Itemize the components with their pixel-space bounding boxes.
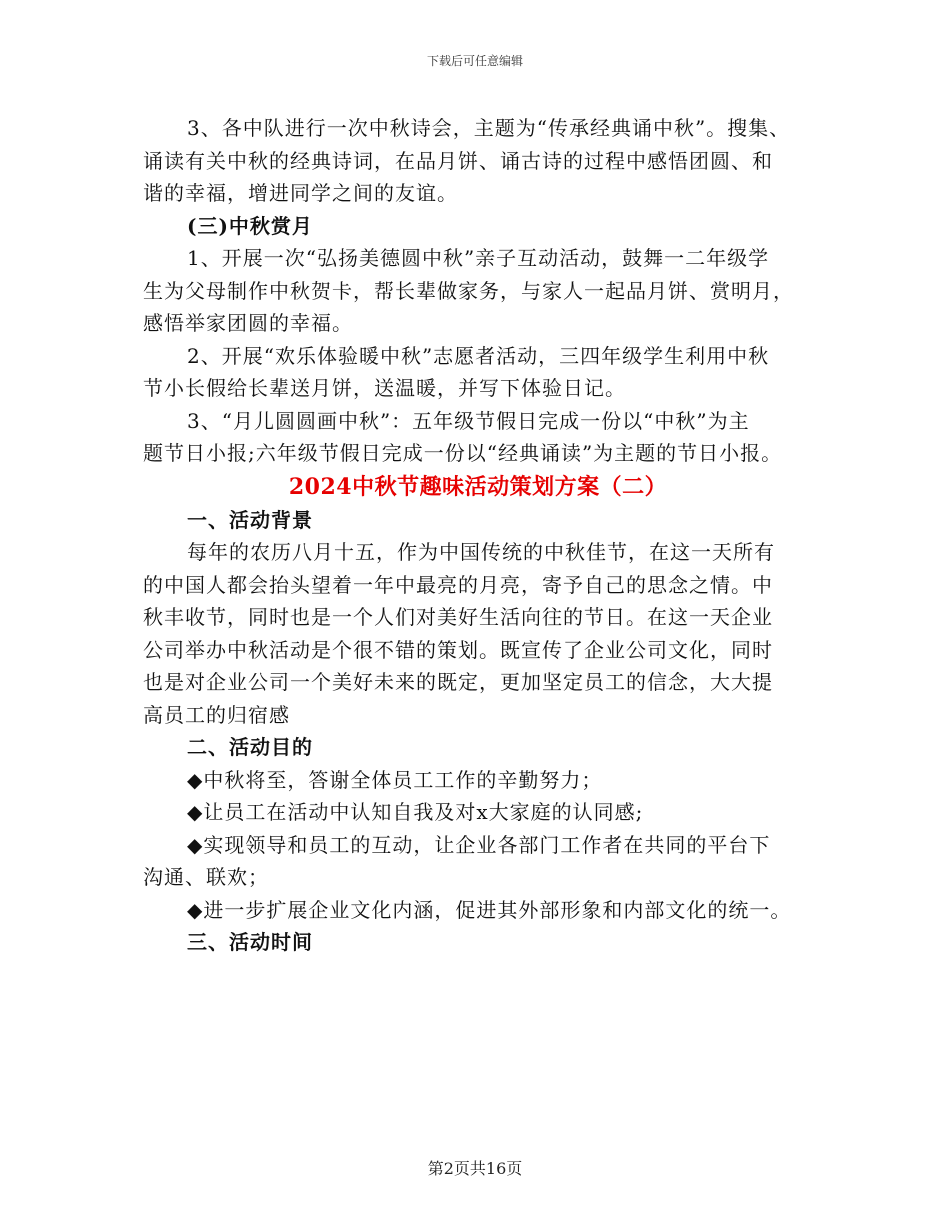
paragraph-line: 3、各中队进行一次中秋诗会，主题为“传承经典诵中秋”。搜集、 bbox=[187, 116, 791, 140]
paragraph-line: 1、开展一次“弘扬美德圆中秋”亲子互动活动，鼓舞一二年级学 bbox=[187, 246, 770, 270]
section-heading: 二、活动目的 bbox=[187, 735, 313, 759]
section-heading: 一、活动背景 bbox=[187, 507, 313, 532]
paragraph-line: 感悟举家团圆的幸福。 bbox=[143, 311, 353, 335]
paragraph-line: 生为父母制作中秋贺卡，帮长辈做家务，与家人一起品月饼、赏明月， bbox=[143, 278, 794, 303]
paragraph-line: 2、开展“欢乐体验暖中秋”志愿者活动，三四年级学生利用中秋 bbox=[187, 343, 770, 368]
page-header: 下载后可任意编辑 bbox=[426, 54, 523, 68]
section-heading: 三、活动时间 bbox=[187, 930, 313, 954]
page-footer: 第2页共16页 bbox=[427, 1159, 523, 1178]
paragraph-line: 也是对企业公司一个美好未来的既定，更加坚定员工的信念，大大提 bbox=[143, 670, 773, 694]
paragraph-line: 3、“月儿圆圆画中秋”：五年级节假日完成一份以“中秋”为主 bbox=[187, 408, 750, 433]
paragraph-line: 谐的幸福，增进同学之间的友谊。 bbox=[143, 181, 458, 205]
paragraph-line: ◆实现领导和员工的互动，让企业各部门工作者在共同的平台下 bbox=[187, 832, 771, 857]
paragraph-line: 每年的农历八月十五，作为中国传统的中秋佳节，在这一天所有 bbox=[187, 540, 775, 564]
section-title: 2024中秋节趣味活动策划方案（二） bbox=[288, 473, 668, 500]
paragraph-line: 的中国人都会抬头望着一年中最亮的月亮，寄予自己的思念之情。中 bbox=[143, 572, 773, 597]
paragraph-line: 秋丰收节，同时也是一个人们对美好生活向往的节日。在这一天企业 bbox=[143, 605, 773, 629]
paragraph-line: ◆进一步扩展企业文化内涵，促进其外部形象和内部文化的统一。 bbox=[187, 897, 792, 922]
paragraph-line: 高员工的归宿感 bbox=[143, 702, 290, 727]
paragraph-line: ◆中秋将至，答谢全体员工工作的辛勤努力； bbox=[187, 767, 603, 792]
paragraph-line: 节小长假给长辈送月饼，送温暖，并写下体验日记。 bbox=[143, 376, 626, 400]
paragraph-line: 诵读有关中秋的经典诗词，在品月饼、诵古诗的过程中感悟团圆、和 bbox=[143, 148, 773, 173]
paragraph-line: 题节日小报;六年级节假日完成一份以“经典诵读”为主题的节日小报。 bbox=[143, 441, 783, 465]
paragraph-line: 沟通、联欢； bbox=[143, 865, 269, 889]
paragraph-line: ◆让员工在活动中认知自我及对x大家庭的认同感; bbox=[187, 800, 644, 824]
document-body bbox=[143, 112, 813, 959]
paragraph-line: 公司举办中秋活动是个很不错的策划。既宣传了企业公司文化，同时 bbox=[143, 637, 773, 662]
section-heading: (三)中秋赏月 bbox=[187, 213, 313, 238]
